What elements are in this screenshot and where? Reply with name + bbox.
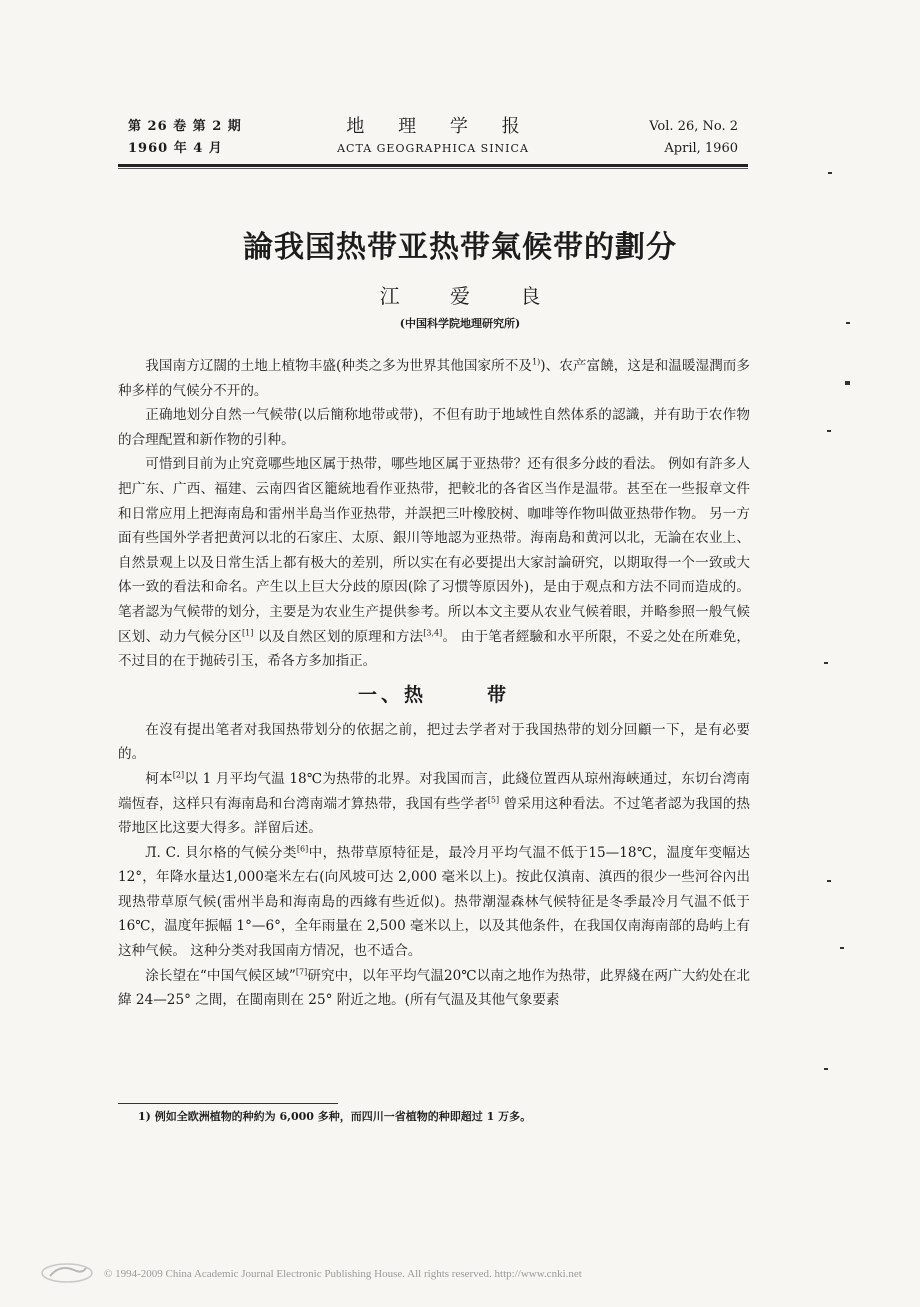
citation: [1] — [242, 628, 254, 637]
running-header — [128, 116, 738, 162]
date-cn: 1960 年 4 月 — [128, 141, 223, 156]
citation: [3,4] — [423, 628, 443, 637]
text: Л. С. 貝尔格的气候分类 — [145, 844, 297, 861]
citation: [2] — [172, 770, 185, 780]
citation: [5] — [487, 794, 500, 804]
scan-mark — [828, 172, 832, 174]
text: 。 由于笔者經驗和水平所限，不妥之处在所难免，不过目的在于抛砖引玉，希各方多加指正。 — [118, 628, 750, 670]
journal-name-cn: 地 理 学 报 — [346, 116, 534, 137]
scan-mark — [827, 430, 831, 432]
scan-mark — [846, 322, 850, 324]
citation: [7] — [295, 967, 308, 977]
paragraph-problem — [118, 452, 750, 673]
text: 我国南方辽闊的土地上植物丰盛(种类之多为世界其他国家所不及 — [145, 358, 533, 374]
paragraph-purpose: 正确地划分自然一气候带(以后簡称地带或带)，不但有助于地域性自然体系的認識，并有助于农作物的合理配置和新作物的引种。 — [118, 407, 750, 448]
journal-name-en: ACTA GEOGRAPHICA SINICA — [337, 142, 529, 155]
paragraph-berg — [118, 841, 750, 964]
footnote-rule — [118, 1103, 338, 1104]
footnote: 1) 例如全欧洲植物的种約为 6,000 多种，而四川一省植物的种即超过 1 万多。 — [138, 1110, 532, 1123]
text: 以 1 月平均气温 18℃为热带的北界。对我国而言，此綫位置西从琼州海峽通过，东切台湾南端恆春，这样只有海南島和台湾南端才算热带，我国有些学者 — [118, 770, 750, 812]
scan-mark — [824, 662, 828, 664]
header-rule-thick — [118, 164, 748, 167]
header-center — [128, 116, 738, 160]
cnki-logo-icon — [40, 1262, 94, 1284]
text: 中，热带草原特征是，最冷月平均气温不低于15—18℃，温度年变幅达12°，年降水量达1,000毫米左右(向风坡可达 2,000 毫米以上)。按此仅滇南、滇西的很少一些河谷內出现热带草原气候(雷州半島和海南島的西緣有些近似)。热带潮湿森林气候特征是冬季最冷月气温不低于16℃，温度年振幅 1°—6°，全年雨量在 2,500 毫米以上，以及其他条件，在我国仅南海南部的島屿上有这种气候。 这种分类对我国南方情况，也不适合。 — [118, 844, 750, 960]
text: 柯本 — [145, 770, 173, 787]
date-en: April, 1960 — [664, 141, 738, 156]
scan-mark — [840, 947, 844, 949]
section-number: 一、热 — [357, 683, 427, 706]
text: 研究中，以年平均气温20℃以南之地作为热带，此界綫在两广大約处在北緯 24—25° 之間，在閩南則在 25° 附近之地。(所有气温及其他气象要素 — [118, 967, 750, 1009]
copyright-notice: © 1994-2009 China Academic Journal Electronic Publishing House. All rights reserved. http://www.cnki.net — [104, 1268, 582, 1280]
section-heading — [118, 680, 750, 710]
volume-en: Vol. 26, No. 2 — [649, 119, 738, 134]
text: 涂长望在“中国气候区域” — [145, 967, 296, 984]
footnote-marker: 1) — [532, 357, 541, 367]
article-title: 論我国热带亚热带氣候带的劃分 — [243, 230, 677, 265]
text: )、农产富饒，这是和温暖湿潤而多种多样的气候分不开的。 — [118, 358, 750, 399]
volume-cn: 第 26 卷 第 2 期 — [128, 119, 242, 134]
article-author: 江 爱 良 — [379, 284, 563, 308]
paragraph-intro — [118, 354, 750, 403]
text: 曾采用这种看法。不过笔者認为我国的热带地区比这要大得多。詳留后述。 — [118, 795, 750, 837]
paragraph-review: 在沒有提出笔者对我国热带划分的依据之前，把过去学者对于我国热带的划分回顧一下，是有必要的。 — [118, 721, 750, 763]
article-affiliation: (中国科学院地理研究所) — [399, 317, 521, 330]
header-right — [649, 116, 738, 160]
section-word: 带 — [487, 683, 511, 706]
scan-mark — [827, 880, 831, 882]
text: 可惜到目前为止究竟哪些地区属于热带，哪些地区属于亚热带？还有很多分歧的看法。 例如有許多人把广东、广西、福建、云南四省区籠統地看作亚热带，把較北的各省区当作是温带。甚至在一些报章文件和日常应用上把海南島和雷州半島当作亚热带，并誤把三叶橡胶树、咖啡等作物叫做亚热带作物。 另一方面有些国外学者把黄河以北的石家庄、太原、銀川等地認为亚热带。海南島和黄河以北，无論在农业上、自然景观上以及日常生活上都有极大的差别，所以实在有必要提出大家討論研究，以期取得一个一致或大体一致的看法和命名。产生以上巨大分歧的原因(除了习惯等原因外)，是由于观点和方法不同而造成的。笔者認为气候带的划分，主要是为农业生产提供参考。所以本文主要从农业气候着眼，并略参照一般气候区划、动力气候分区 — [118, 456, 750, 645]
article-body — [118, 354, 750, 1013]
text: 以及自然区划的原理和方法 — [253, 628, 424, 645]
scan-mark — [824, 1068, 828, 1070]
citation: [6] — [296, 844, 309, 854]
paragraph-tu — [118, 964, 750, 1013]
header-rule-thin — [118, 168, 748, 169]
paragraph-koppen — [118, 767, 750, 841]
scan-mark — [845, 381, 850, 385]
